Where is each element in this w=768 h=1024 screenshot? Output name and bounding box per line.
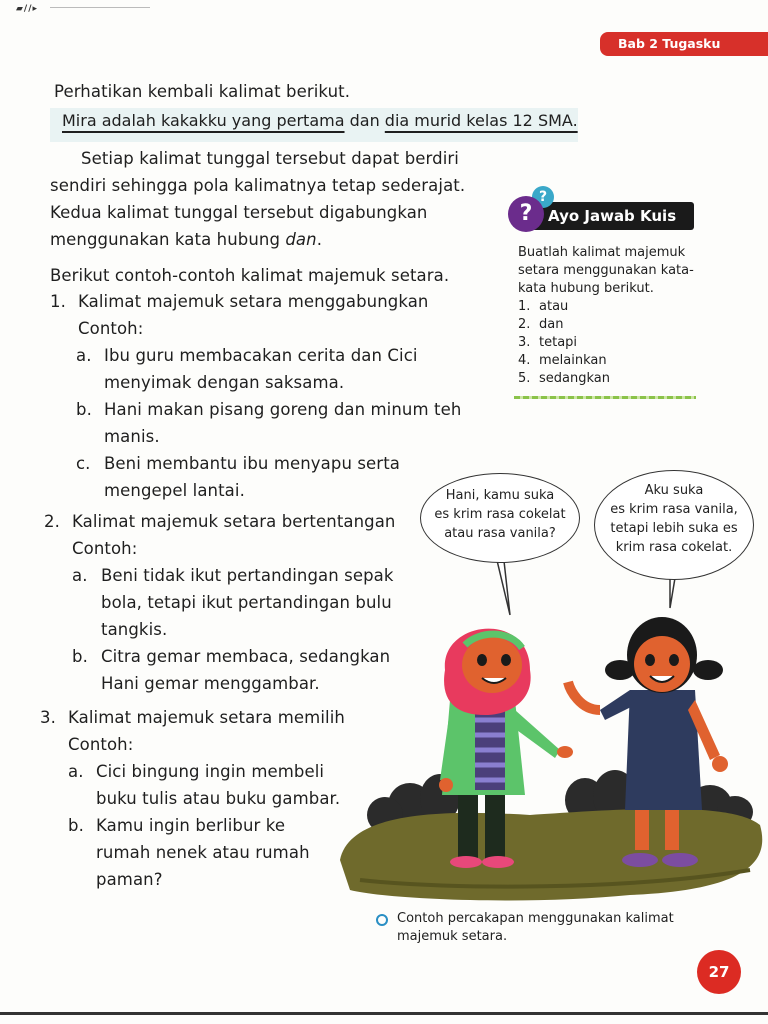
item-line: mengepel lantai. (104, 481, 245, 500)
quiz-item-number: 2. (518, 317, 531, 332)
item-line: Hani makan pisang goreng dan minum teh (104, 400, 462, 419)
paragraph-line: sendiri sehingga pola kalimatnya tetap sederajat. (50, 176, 466, 195)
quiz-item-number: 3. (518, 335, 531, 350)
speech-bubble-right (594, 470, 754, 580)
item-letter: a. (72, 566, 88, 585)
item-line: paman? (96, 870, 163, 889)
bubble-line: krim rasa cokelat. (615, 540, 733, 555)
item-line: buku tulis atau buku gambar. (96, 789, 341, 808)
item-line: Citra gemar membaca, sedangkan (101, 647, 391, 666)
speech-bubble-left (420, 473, 580, 563)
example-conj: dan (344, 111, 385, 130)
quiz-instruction-line: kata hubung berikut. (518, 281, 654, 296)
section-title-text: Kalimat majemuk setara menggabungkan (78, 292, 429, 311)
example-item (40, 758, 345, 812)
paragraph-text: menggunakan kata hubung (50, 230, 286, 249)
item-line: rumah nenek atau rumah (96, 843, 310, 862)
contoh-label: Contoh: (68, 735, 134, 754)
item-line: bola, tetapi ikut pertandingan bulu (101, 593, 392, 612)
item-letter: b. (72, 647, 88, 666)
quiz-item (518, 298, 610, 316)
figure-caption (397, 910, 674, 946)
example-item (50, 450, 461, 504)
quiz-item-text: tetapi (539, 335, 578, 350)
caption-bullet-icon (376, 914, 388, 926)
section-number: 2. (44, 512, 60, 531)
bubble-line: atau rasa vanila? (444, 526, 556, 541)
section-title (44, 508, 396, 535)
item-letter: b. (76, 400, 92, 419)
item-line: Cici bingung ingin membeli (96, 762, 325, 781)
quiz-item-text: sedangkan (539, 371, 610, 386)
item-line: Kamu ingin berlibur ke (96, 816, 286, 835)
item-letter: b. (68, 816, 84, 835)
quiz-item-number: 1. (518, 299, 531, 314)
example-part1: Mira adalah kakakku yang pertama (62, 111, 345, 130)
item-line: menyimak dengan saksama. (104, 373, 345, 392)
page-number: 27 (697, 950, 741, 994)
chapter-tab: Bab 2 Tugasku (600, 32, 768, 56)
quiz-instruction (518, 244, 694, 298)
section-number: 1. (50, 292, 66, 311)
paragraph-end: . (316, 230, 323, 249)
section-title-text: Kalimat majemuk setara bertentangan (72, 512, 396, 531)
section-1 (50, 288, 461, 504)
paragraph-line: Setiap kalimat tunggal tersebut dapat berdiri (81, 149, 459, 168)
quiz-item (518, 334, 610, 352)
example-item (50, 396, 461, 450)
explanation-paragraph (50, 145, 480, 253)
item-line: tangkis. (101, 620, 168, 639)
corner-mark: ▰//▸ (16, 4, 39, 14)
quiz-item-text: dan (539, 317, 564, 332)
quiz-item (518, 316, 610, 334)
quiz-item-number: 4. (518, 353, 531, 368)
item-line: Hani gemar menggambar. (101, 674, 320, 693)
item-letter: a. (68, 762, 84, 781)
question-mark-icon: ? (532, 186, 554, 208)
question-mark-icon: ? (508, 196, 544, 232)
children-illustration (330, 560, 768, 910)
bottom-rule (0, 1012, 768, 1015)
section-title (50, 288, 461, 315)
top-rule (50, 7, 150, 8)
quiz-item-number: 5. (518, 371, 531, 386)
bubble-line: es krim rasa cokelat (434, 507, 566, 522)
quiz-title: Ayo Jawab Kuis (518, 202, 694, 230)
intro-text: Perhatikan kembali kalimat berikut. (54, 82, 351, 101)
item-line: Ibu guru membacakan cerita dan Cici (104, 346, 418, 365)
bubble-line: Aku suka (644, 483, 704, 498)
quiz-item-text: atau (539, 299, 569, 314)
item-letter: a. (76, 346, 92, 365)
bubble-line: es krim rasa vanila, (610, 502, 738, 517)
quiz-divider (514, 396, 696, 399)
section-3 (40, 704, 345, 893)
quiz-instruction-line: Buatlah kalimat majemuk (518, 245, 686, 260)
quiz-list (518, 298, 610, 388)
list-intro: Berikut contoh-contoh kalimat majemuk setara. (50, 266, 450, 285)
paragraph-line: Kedua kalimat tunggal tersebut digabungkan (50, 203, 428, 222)
quiz-item (518, 352, 610, 370)
item-line: manis. (104, 427, 160, 446)
quiz-item (518, 370, 610, 388)
caption-line: majemuk setara. (397, 929, 508, 944)
contoh-label: Contoh: (78, 319, 144, 338)
quiz-item-text: melainkan (539, 353, 607, 368)
bubble-line: tetapi lebih suka es (610, 521, 738, 536)
example-sentence (62, 108, 578, 134)
item-letter: c. (76, 454, 91, 473)
section-title-text: Kalimat majemuk setara memilih (68, 708, 345, 727)
section-title (40, 704, 345, 731)
section-number: 3. (40, 708, 56, 727)
paragraph-line (50, 226, 480, 253)
contoh-label: Contoh: (72, 539, 138, 558)
bubble-line: Hani, kamu suka (445, 488, 555, 503)
example-part2: dia murid kelas 12 SMA. (384, 111, 578, 130)
example-item (50, 342, 461, 396)
item-line: Beni tidak ikut pertandingan sepak (101, 566, 394, 585)
caption-line: Contoh percakapan menggunakan kalimat (397, 911, 674, 926)
paragraph-italic: dan (285, 230, 317, 249)
item-line: Beni membantu ibu menyapu serta (104, 454, 400, 473)
example-item (40, 812, 345, 893)
quiz-instruction-line: setara menggunakan kata- (518, 263, 694, 278)
